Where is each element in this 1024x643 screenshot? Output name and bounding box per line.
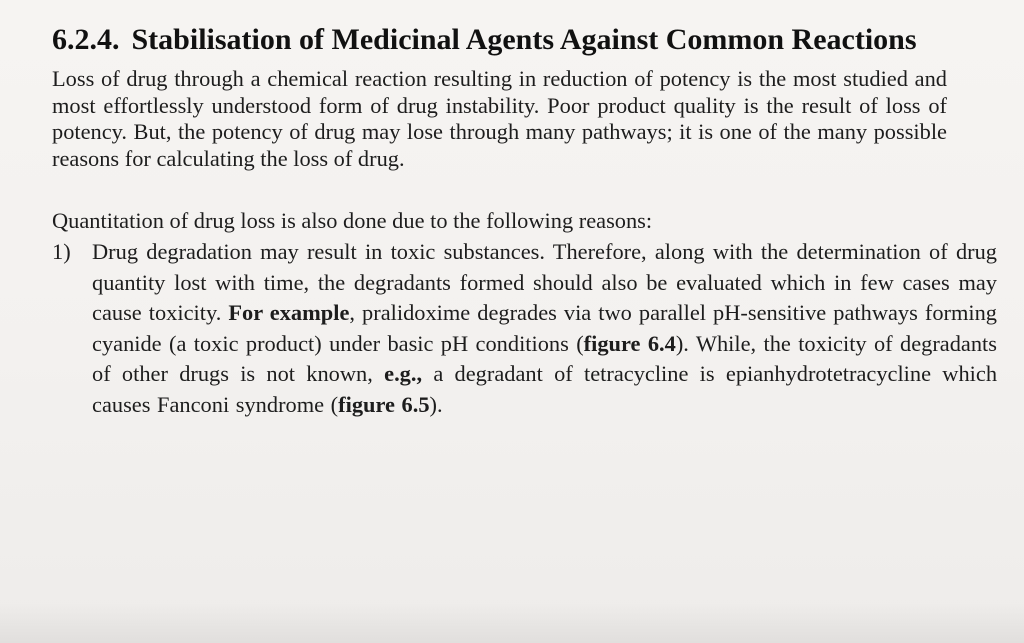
text-run: Drug degradation may result in toxic substances. Therefore, along with the determination of drug quantity lost with time, the degradants formed should also be evaluated which in few cases may cause toxicity. bbox=[92, 238, 997, 326]
figure-reference: figure 6.4 bbox=[583, 330, 676, 356]
list-item-text bbox=[92, 237, 997, 421]
text-run: a degradant of tetracycline is epianhydrotetracycline which causes Fanconi syndrome ( bbox=[92, 361, 998, 417]
bold-phrase: For example bbox=[228, 300, 350, 326]
text-run: , pralidoxime degrades via two parallel pH-sensitive pathways forming cyanide (a toxic product) under basic pH conditions ( bbox=[92, 300, 998, 356]
figure-reference: figure 6.5 bbox=[338, 391, 430, 417]
section-title: Stabilisation of Medicinal Agents Against Common Reactions bbox=[131, 23, 917, 56]
list-marker: 1) bbox=[52, 238, 71, 264]
page-shadow bbox=[0, 603, 1024, 643]
reasons-intro-paragraph: Quantitation of drug loss is also done due to the following reasons: bbox=[52, 208, 653, 234]
bold-phrase: e.g., bbox=[384, 361, 423, 387]
text-run: ). While, the toxicity of degradants of other drugs is not known, bbox=[92, 330, 997, 387]
intro-paragraph: Loss of drug through a chemical reaction resulting in reduction of potency is the most studied and most effortlessly understood form of drug instability. Poor product quality is the result of loss of potency. But, the potency of drug may lose through many pathways; it is one of the many possible reasons for calculating the loss of drug. bbox=[52, 66, 947, 171]
document-page bbox=[52, 22, 1002, 421]
list-item bbox=[52, 237, 1002, 421]
section-number: 6.2.4. bbox=[52, 23, 120, 56]
section-heading bbox=[52, 22, 1002, 58]
text-run: ). bbox=[429, 391, 443, 417]
